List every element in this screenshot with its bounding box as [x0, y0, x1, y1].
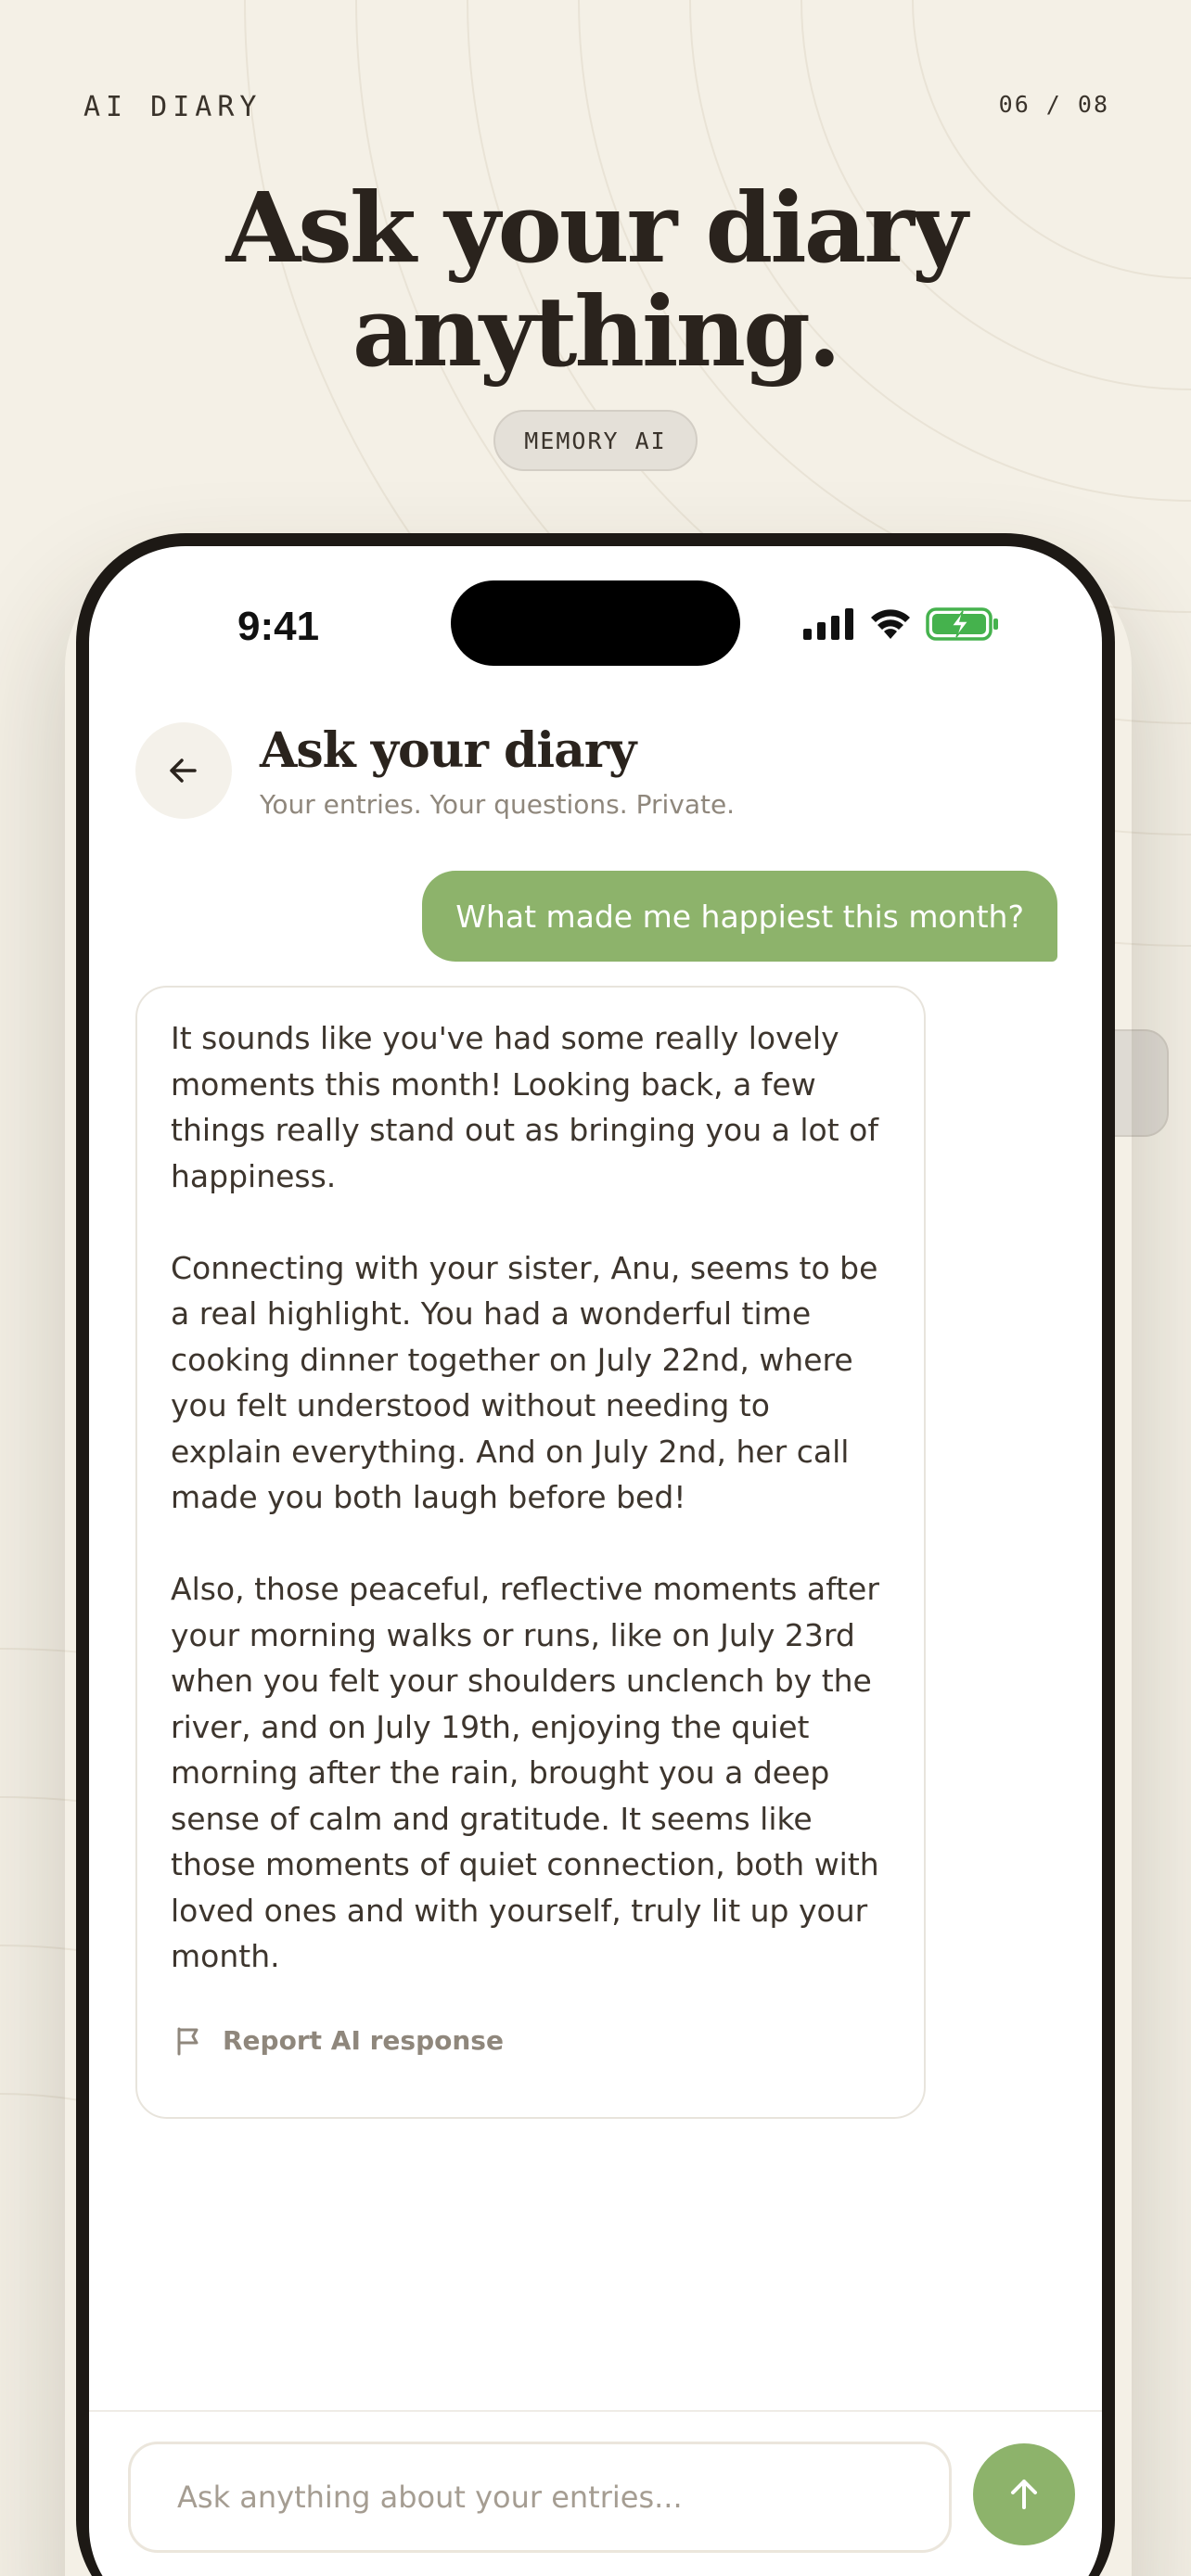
memory-ai-badge: MEMORY AI — [493, 410, 698, 471]
composer-field[interactable] — [128, 2442, 952, 2553]
arrow-left-icon — [165, 752, 202, 789]
ai-response-paragraph: It sounds like you've had some really lovely moments this month! Looking back, a few things really stand out as bringing you a lot of happiness. — [171, 1020, 878, 1194]
headline-line-2: anything. — [352, 274, 839, 389]
phone-screen — [89, 546, 1102, 2576]
dynamic-island — [451, 580, 740, 666]
phone-frame — [76, 533, 1115, 2576]
report-ai-response-button[interactable] — [174, 2025, 504, 2056]
ai-response-paragraph: Also, those peaceful, reflective moments after your morning walks or runs, like on July 23rd when you felt your shoulders unclench by the river, and on July 19th, enjoying the quiet morning after the rain, brought you a deep sense of calm and gratitude. It seems like those moments of quiet connection, both with loved ones and with yourself, truly lit up your month. — [171, 1571, 879, 1974]
user-message-bubble: What made me happiest this month? — [422, 871, 1057, 962]
back-button[interactable] — [135, 722, 232, 819]
composer-divider — [89, 2410, 1102, 2412]
status-icons — [803, 606, 1000, 643]
ask-input[interactable] — [177, 2480, 949, 2515]
ai-response-paragraph: Connecting with your sister, Anu, seems to be a real highlight. You had a wonderful time cooking dinner together on July 22nd, where you felt understood without needing to explain everything. And on July 2nd, her call made you both laugh before bed! — [171, 1249, 878, 1515]
app-label: AI DIARY — [83, 91, 263, 123]
report-label: Report AI response — [223, 2025, 504, 2056]
chat-subtitle: Your entries. Your questions. Private. — [260, 789, 736, 820]
arrow-up-icon — [1004, 2474, 1044, 2515]
headline — [0, 171, 1191, 389]
signal-icon — [803, 608, 855, 640]
wifi-icon — [868, 607, 913, 641]
ai-response-card — [135, 986, 926, 2119]
status-time: 9:41 — [237, 604, 320, 649]
chat-title: Ask your diary — [260, 722, 636, 779]
page-counter: 06 / 08 — [998, 91, 1109, 118]
flag-icon — [174, 2026, 202, 2056]
send-button[interactable] — [973, 2443, 1075, 2545]
headline-line-1: Ask your diary — [225, 171, 966, 285]
battery-charging-icon — [926, 607, 1000, 641]
